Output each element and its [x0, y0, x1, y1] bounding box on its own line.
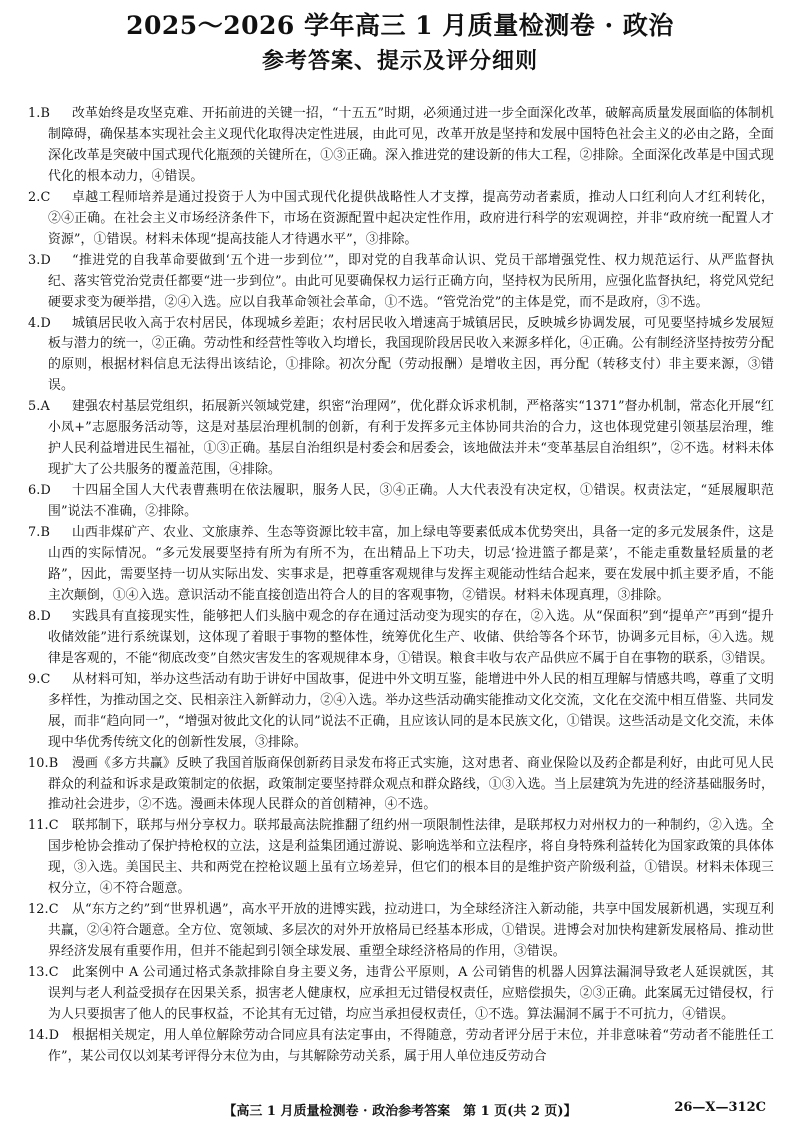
answer-number: 14.D: [28, 1027, 60, 1043]
answer-explanation: 山西非煤矿产、农业、文旅康养、生态等资源比较丰富，加上绿电等要素低成本优势突出，具备一定的多元发展条件，这是山西的实际情况。“多元发展要坚持有所为有所不为，在出精品上下功夫，切忌‘捡进篮子都是菜’，不能走重数量轻质量的老路”，因此，需要坚持一切从实际出发、实事求是，把尊重客观规律与发挥主观能动性结合起来，要在发展中抓主要矛盾，不能主次颠倒，①④入选。意识活动不能直接创造出符合人的目的客观事物，②错误。材料未体现真理，③排除。: [48, 525, 774, 603]
answer-item: [28, 314, 774, 398]
answer-number: 11.C: [28, 818, 59, 834]
answer-number: 1.B: [28, 106, 50, 121]
answer-explanation: 实践具有直接现实性，能够把人们头脑中观念的存在通过活动变为现实的存在，②入选。从“保面积”到“提单产”再到“提升收储效能”进行系统谋划，这体现了着眼于事物的整体性，统筹优化生产、收储、供给等各个环节，协调多元目标，④入选。规律是客观的，不能“彻底改变”自然灾害发生的客观规律本身，①错误。粮食丰收与农产品供应不属于自在事物的联系，③错误。: [48, 608, 774, 666]
answer-item: [28, 523, 774, 607]
page-footer: [0, 1096, 800, 1120]
answer-item: [28, 104, 774, 188]
answer-item: [28, 963, 774, 1026]
answer-list: [28, 104, 774, 1068]
answer-explanation: 从“东方之约”到“世界机遇”，高水平开放的进博实践，拉动进口，为全球经济注入新动能，共享中国发展新机遇，实现互利共赢，②④符合题意。全方位、宽领域、多层次的对外开放格局已经基本形成，①错误。进博会对加快构建新发展格局、推动世界经济发展有重要作用，但并不能起到引领全球发展、重塑全球经济格局的作用，③错误。: [48, 902, 774, 960]
answer-explanation: 此案例中 A 公司通过格式条款排除自身主要义务，违背公平原则，A 公司销售的机器人因算法漏洞导致老人延误就医，其误判与老人利益受损存在因果关系，损害老人健康权，应承担无过错侵权责任，应赔偿损失，②③正确。此案属无过错侵权，行为人只要损害了他人的民事权益，不论其有无过错，均应当承担侵权责任，①不选。算法漏洞不属于不可抗力，④错误。: [48, 965, 774, 1022]
answer-number: 10.B: [28, 755, 59, 771]
footer-page-info: 【高三 1 月质量检测卷 · 政治参考答案 第 1 页(共 2 页)】: [223, 1104, 577, 1119]
answer-explanation: “推进党的自我革命要做到‘五个进一步到位’”，即对党的自我革命认识、党员干部增强党性、权力规范运行、从严监督执纪、落实管党治党责任都要“进一步到位”。由此可见要确保权力运行正确方向，坚持权为民所用，应强化监督执纪，将党风党纪硬要求变为硬举措，②④入选。应以自我革命领社会革命，①不选。“管党治党”的主体是党，而不是政府，③不选。: [48, 252, 774, 310]
answer-number: 8.D: [28, 608, 51, 624]
answer-explanation: 建强农村基层党组织，拓展新兴领域党建，织密“治理网”，优化群众诉求机制，严格落实“1371”督办机制，常态化开展“红小凤+”志愿服务活动等，这是对基层治理机制的创新，有利于发挥多元主体协同共治的合力，这也体现党建引领基层治理，维护人民利益增进民生福祉，①③正确。基层自治组织是村委会和居委会，该地做法并未“变革基层自治组织”，②不选。材料未体现扩大了公共服务的覆盖范围，④排除。: [48, 399, 774, 478]
answer-number: 6.D: [28, 483, 51, 499]
answer-explanation: 卓越工程师培养是通过投资于人为中国式现代化提供战略性人才支撑，提高劳动者素质，推动人口红利向人才红利转化，②④正确。在社会主义市场经济条件下，市场在资源配置中起决定性作用，政府进行科学的宏观调控，并非“政府统一配置人才资源”，①错误。材料未体现“提高技能人才待遇水平”，③排除。: [48, 189, 774, 247]
answer-item: [28, 1026, 774, 1068]
document-subtitle: 参考答案、提示及评分细则: [261, 48, 538, 74]
answer-explanation: 从材料可知，举办这些活动有助于讲好中国故事，促进中外文明互鉴，能增进中外人民的相互理解与情感共鸣，尊重了文明多样性，为推动国之交、民相亲注入新鲜动力，②④入选。举办这些活动确实能推动文化交流，文化在交流中相互借鉴、共同发展，而非“趋向同一”，“增强对彼此文化的认同”说法不正确，且应该认同的是本民族文化，①错误。这些活动是文化交流，未体现中华优秀传统文化的创新性发展，③排除。: [48, 671, 774, 750]
answer-item: [28, 754, 774, 817]
answer-item: [28, 816, 774, 900]
answer-number: 5.A: [28, 399, 50, 415]
answer-number: 3.D: [28, 252, 51, 268]
answer-number: 2.C: [28, 189, 51, 205]
answer-item: [28, 481, 774, 523]
answer-item: [28, 670, 774, 754]
answer-item: [28, 251, 774, 314]
answer-number: 7.B: [28, 525, 50, 541]
answer-explanation: 漫画《多方共赢》反映了我国首版商保创新药目录发布将正式实施，这对患者、商业保险以及药企都是利好，由此可见人民群众的利益和诉求是政策制定的依据，政策制定要坚持群众观点和群众路线，①③入选。当上层建筑为先进的经济基础服务时，推动社会进步，②不选。漫画未体现人民群众的首创精神，④不选。: [48, 755, 774, 813]
answer-number: 13.C: [28, 965, 59, 981]
answer-item: [28, 900, 774, 963]
answer-explanation: 十四届全国人大代表曹燕明在依法履职，服务人民，③④正确。人大代表没有决定权，①错误。权责法定，“延展履职范围”说法不准确，②排除。: [48, 483, 774, 520]
document-title: 2025～2026 学年高三 1 月质量检测卷 · 政治: [126, 11, 674, 40]
answer-item: [28, 397, 774, 481]
answer-number: 4.D: [28, 315, 51, 331]
answer-explanation: 根据相关规定，用人单位解除劳动合同应具有法定事由，不得随意，劳动者评分居于末位，并非意味着“劳动者不能胜任工作”，某公司仅以刘某考评得分末位为由，与其解除劳动关系，属于用人单位违反劳动合: [48, 1027, 774, 1064]
answer-number: 9.C: [28, 671, 51, 687]
answer-item: [28, 188, 774, 251]
answer-explanation: 城镇居民收入高于农村居民，体现城乡差距；农村居民收入增速高于城镇居民，反映城乡协调发展，可见要坚持城乡发展短板与潜力的统一，②正确。劳动性和经营性等收入均增长，我国现阶段居民收入来源多样化，④正确。公有制经济坚持按劳分配的原则，根据材料信息无法得出该结论，①排除。初次分配（劳动报酬）是增收主因，再分配（转移支付）非主要来源，③错误。: [48, 315, 774, 394]
answer-explanation: 改革始终是攻坚克难、开拓前进的关键一招，“十五五”时期，必须通过进一步全面深化改革，破解高质量发展面临的体制机制障碍，确保基本实现社会主义现代化取得决定性进展，由此可见，改革开放是坚持和发展中国特色社会主义的必由之路，全面深化改革是突破中国式现代化瓶颈的关键所在，①③正确。深入推进党的建设新的伟大工程，②排除。全面深化改革是中国式现代化的根本动力，④错误。: [48, 106, 774, 184]
answer-explanation: 联邦制下，联邦与州分享权力。联邦最高法院推翻了纽约州一项限制性法律，是联邦权力对州权力的一种制约，②入选。全国步枪协会推动了保护持枪权的立法，这是利益集团通过游说、影响选举和立法程序，将自身特殊利益转化为国家政策的具体体现，③入选。美国民主、共和两党在控枪议题上虽有立场差异，但它们的根本目的是维护资产阶级利益，①错误。材料未体现三权分立，④不符合题意。: [48, 818, 774, 897]
answer-item: [28, 607, 774, 670]
answer-number: 12.C: [28, 902, 59, 918]
footer-document-code: 26—X—312C: [674, 1100, 766, 1115]
